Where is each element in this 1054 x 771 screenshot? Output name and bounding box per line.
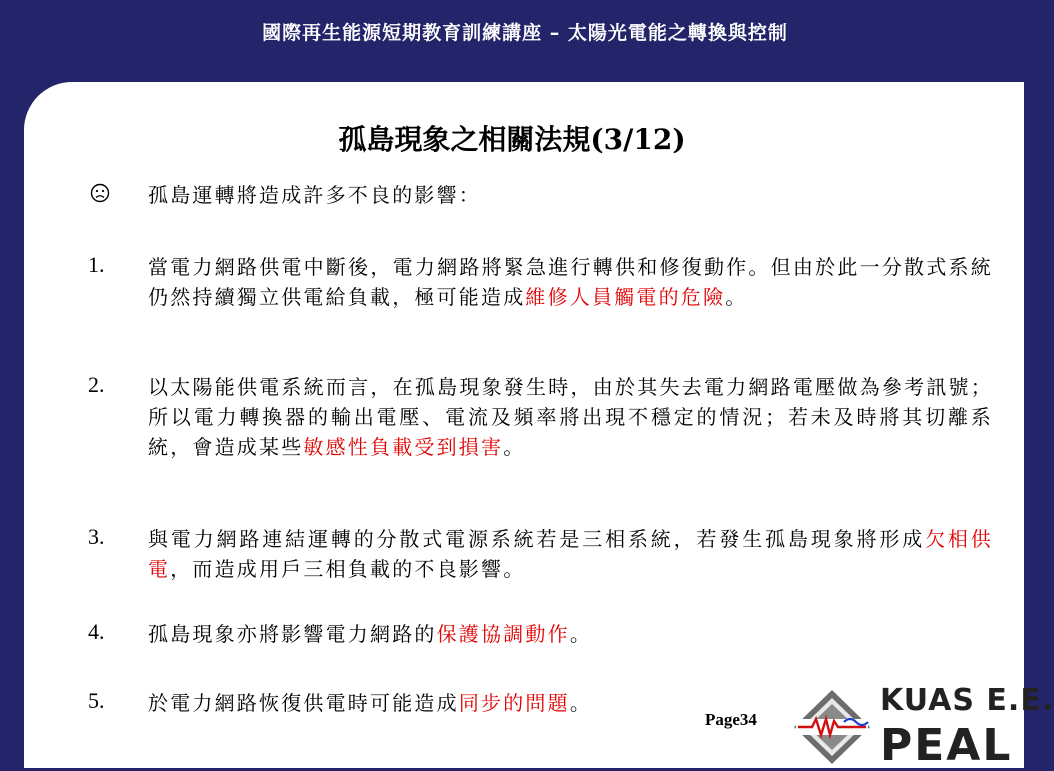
item-text-end: 。 xyxy=(503,435,526,459)
list-item xyxy=(148,372,993,462)
item-text: 孤島現象亦將影響電力網路的 xyxy=(148,622,437,646)
list-item-number: 3. xyxy=(88,524,105,549)
list-item-number: 1. xyxy=(88,252,105,277)
frown-face-icon xyxy=(90,183,110,203)
logo-text-kuas: KUAS E.E. xyxy=(880,683,1054,718)
item-text: 以太陽能供電系統而言，在孤島現象發生時，由於其失去電力網路電壓做為參考訊號；所以電力轉換器的輸出電壓、電流及頻率將出現不穩定的情況；若未及時將其切離系統，會造成某些 xyxy=(148,375,993,459)
list-item xyxy=(148,252,993,312)
page-number: Page34 xyxy=(705,710,757,729)
item-text-end: 。 xyxy=(725,285,748,309)
item-text-end: ，而造成用戶三相負載的不良影響。 xyxy=(170,557,526,581)
header-bar xyxy=(0,0,1024,82)
item-highlight: 欠相供電 xyxy=(148,527,993,581)
item-text: 與電力網路連結運轉的分散式電源系統若是三相系統，若發生孤島現象將形成 xyxy=(148,527,926,551)
item-highlight: 敏感性負載受到損害 xyxy=(303,435,504,459)
item-text: 當電力網路供電中斷後，電力網路將緊急進行轉供和修復動作。但由於此一分散式系統仍然持續獨立供電給負載，極可能造成 xyxy=(148,255,993,309)
item-highlight: 同步的問題 xyxy=(458,691,570,715)
list-item-number: 2. xyxy=(88,372,105,397)
item-text-end: 。 xyxy=(569,691,593,715)
slide-title: 孤島現象之相關法規(3/12) xyxy=(338,123,686,156)
list-item xyxy=(148,619,993,649)
list-item xyxy=(148,524,993,584)
list-item-number: 5. xyxy=(88,688,105,713)
header-title: 國際再生能源短期教育訓練講座 – 太陽光電能之轉換與控制 xyxy=(262,22,788,44)
item-highlight: 維修人員觸電的危險 xyxy=(525,285,726,309)
logo-text-peal: PEAL xyxy=(880,720,1013,771)
item-text: 於電力網路恢復供電時可能造成 xyxy=(148,691,459,715)
item-text-end: 。 xyxy=(569,622,593,646)
list-item-number: 4. xyxy=(88,619,105,644)
intro-text: 孤島運轉將造成許多不良的影響： xyxy=(148,183,481,207)
item-highlight: 保護協調動作 xyxy=(436,622,570,646)
